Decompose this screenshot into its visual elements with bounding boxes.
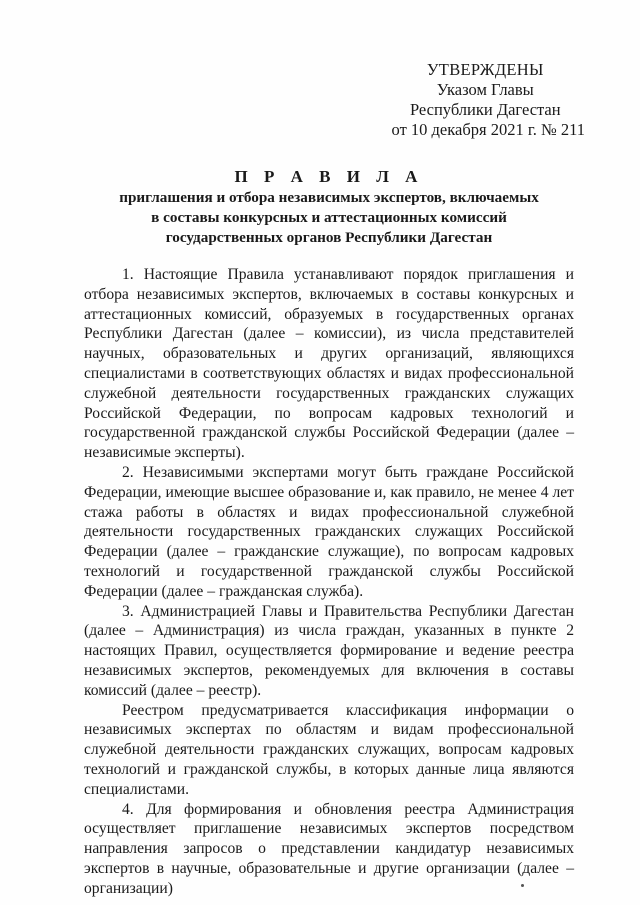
paragraph-3-registry: Реестром предусматривается классификация информации о независимых экспертах по областям и видам профессиональной служебной деятельности гражданских служащих, вопросам кадровых технологий и гражданской службы, в которых данные лица являются специалистами.	[84, 701, 574, 798]
paragraph-1: 1. Настоящие Правила устанавливают порядок приглашения и отбора независимых экспертов, включаемых в составы конкурсных и аттестационных комиссий, образуемых в государственных органах Республики Дагестан (далее – комиссии), из числа представителей научных, образовательных и других организаций, являющихся специалистами в соответствующих областях и видах профессиональной служебной деятельности государственных гражданских служащих Российской Федерации, по вопросам кадровых технологий и государственной гражданской службы Российской Федерации (далее – независимые эксперты).	[84, 266, 574, 462]
title-heading: П Р А В И Л А	[234, 167, 424, 186]
approval-heading: УТВЕРЖДЕНЫ	[426, 60, 544, 79]
paragraph-3: 3. Администрацией Главы и Правительства Республики Дагестан (далее – Администрация) из числа граждан, указанных в пункте 2 настоящих Правил, осуществляется формирование и ведение реестра независимых экспертов, рекомендуемых для включения в составы комиссий (далее – реестр).	[84, 602, 574, 699]
scan-speck	[521, 884, 524, 887]
approval-date: от 10 декабря 2021 г. № 211	[391, 120, 585, 139]
approval-stamp	[391, 60, 585, 140]
title-line-3: государственных органов Республики Дагестан	[165, 229, 493, 246]
approval-decree: Указом Главы	[436, 80, 534, 99]
paragraph-4: 4. Для формирования и обновления реестра Администрация осуществляет приглашение независимых экспертов посредством направления запросов о представлении кандидатур независимых экспертов в научные, образовательные и другие организации (далее – организации)	[84, 800, 574, 897]
document-body	[84, 265, 574, 899]
title-line-1: приглашения и отбора независимых экспертов, включаемых	[119, 189, 539, 206]
title-line-2: в составы конкурсных и аттестационных комиссий	[151, 209, 507, 226]
document-title	[84, 166, 574, 248]
approval-republic: Республики Дагестан	[409, 100, 561, 119]
paragraph-2: 2. Независимыми экспертами могут быть граждане Российской Федерации, имеющие высшее образование и, как правило, не менее 4 лет стажа работы в областях и видах профессиональной служебной деятельности государственных гражданских служащих Российской Федерации (далее – гражданские служащие), по вопросам кадровых технологий и государственной гражданской службы Российской Федерации (далее – гражданская служба).	[84, 463, 574, 600]
